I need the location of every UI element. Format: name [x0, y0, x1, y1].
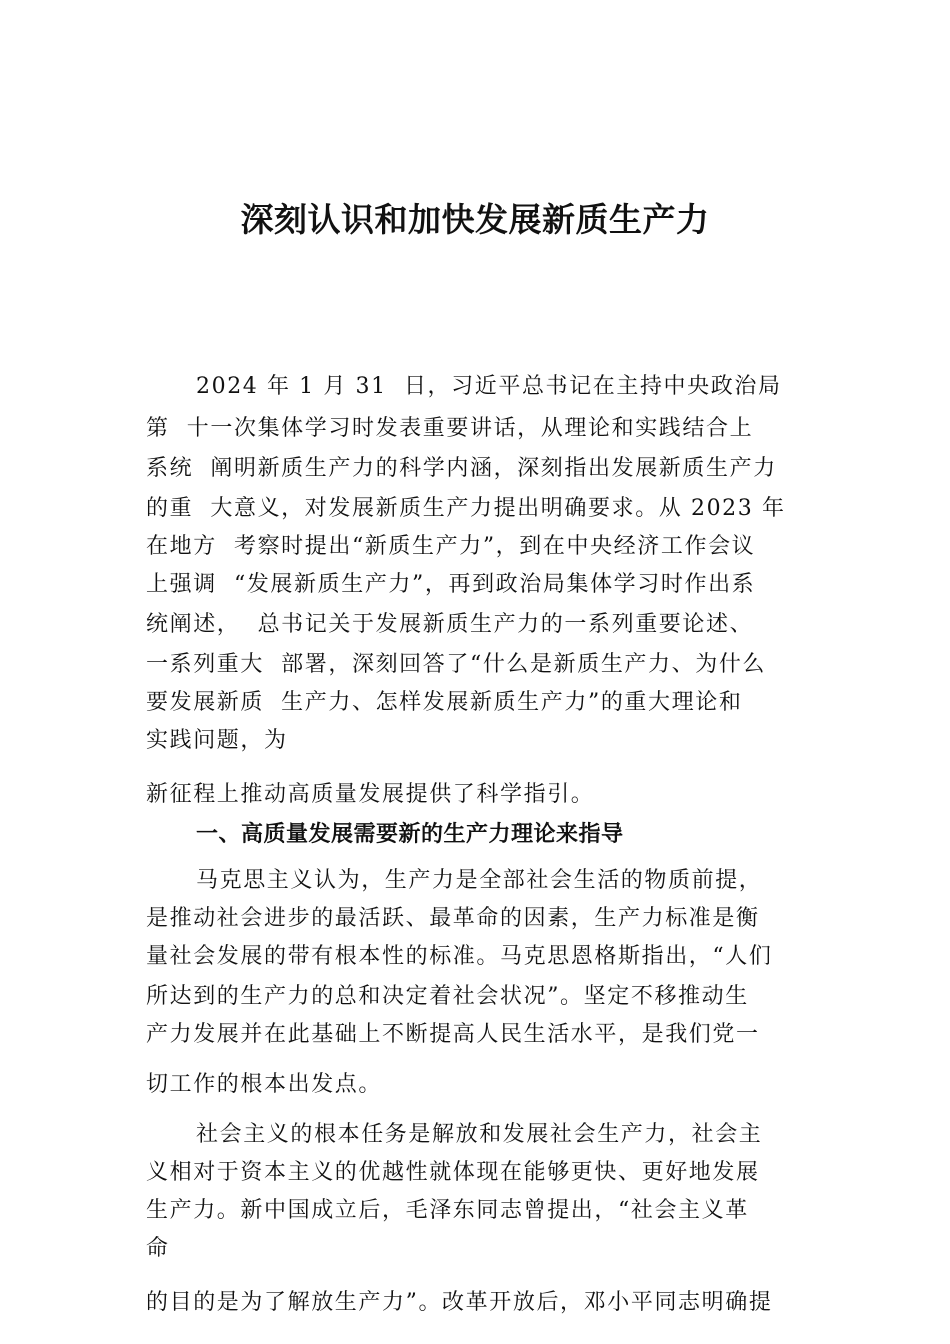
paragraph-1-line-7: 统阐述， 总书记关于发展新质生产力的一系列重要论述、: [146, 612, 754, 637]
paragraph-2-line-5: 产力发展并在此基础上不断提高人民生活水平，是我们党一: [146, 1022, 760, 1047]
paragraph-1-line-4: 的重 大意义，对发展新质生产力提出明确要求。从 2023 年: [146, 496, 786, 521]
section-heading-1: 一、高质量发展需要新的生产力理论来指导: [196, 822, 624, 847]
paragraph-1-line-9: 要发展新质 生产力、怎样发展新质生产力”的重大理论和: [146, 690, 743, 715]
paragraph-2-line-6: 切工作的根本出发点。: [146, 1072, 383, 1097]
paragraph-1-line-6: 上强调 “发展新质生产力”，再到政治局集体学习时作出系: [146, 572, 756, 597]
paragraph-3-line-4: 命: [146, 1236, 170, 1261]
paragraph-1-line-10: 实践问题，为: [146, 728, 288, 753]
paragraph-1-line-2: 第 十一次集体学习时发表重要讲话，从理论和实践结合上: [146, 416, 754, 441]
paragraph-2-line-2: 是推动社会进步的最活跃、最革命的因素，生产力标准是衡: [146, 906, 760, 931]
document-title: 深刻认识和加快发展新质生产力: [240, 200, 710, 239]
paragraph-1-line-3: 系统 阐明新质生产力的科学内涵，深刻指出发展新质生产力: [146, 456, 777, 481]
paragraph-2-line-4: 所达到的生产力的总和决定着社会状况”。坚定不移推动生: [146, 984, 749, 1009]
paragraph-3-line-3: 生产力。新中国成立后，毛泽东同志曾提出，“社会主义革: [146, 1198, 749, 1223]
paragraph-1-line-11: 新征程上推动高质量发展提供了科学指引。: [146, 782, 595, 807]
paragraph-1-line-8: 一系列重大 部署，深刻回答了“什么是新质生产力、为什么: [146, 652, 767, 677]
paragraph-1-line-5: 在地方 考察时提出“新质生产力”，到在中央经济工作会议: [146, 534, 756, 559]
paragraph-3-line-2: 义相对于资本主义的优越性就体现在能够更快、更好地发展: [146, 1160, 760, 1185]
paragraph-3-line-5: 的目的是为了解放生产力”。改革开放后，邓小平同志明确提: [146, 1290, 773, 1315]
paragraph-3-line-1: 社会主义的根本任务是解放和发展社会生产力，社会主: [196, 1122, 763, 1147]
paragraph-2-line-1: 马克思主义认为，生产力是全部社会生活的物质前提，: [196, 868, 763, 893]
paragraph-2-line-3: 量社会发展的带有根本性的标准。马克思恩格斯指出，“人们: [146, 944, 773, 969]
paragraph-1-line-1: 2024 年 1 月 31 日，习近平总书记在主持中央政治局: [196, 374, 782, 399]
